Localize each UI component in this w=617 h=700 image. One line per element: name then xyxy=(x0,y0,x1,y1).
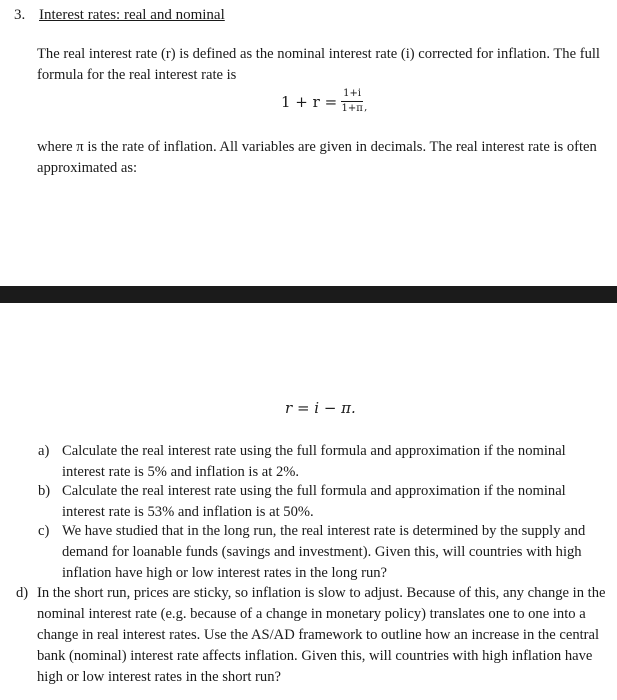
question-marker: c) xyxy=(38,523,50,539)
formula-numerator: 1+i xyxy=(341,88,363,102)
approx-formula: r = i − π. xyxy=(285,399,356,417)
section-number: 3. xyxy=(14,7,26,23)
question-marker: b) xyxy=(38,483,51,499)
redaction-bar xyxy=(0,286,617,303)
section-title: Interest rates: real and nominal xyxy=(39,7,225,23)
formula-trailing: , xyxy=(364,102,368,113)
formula-denominator: 1+π xyxy=(341,103,363,114)
formula-fraction xyxy=(337,88,367,115)
formula-lhs: 1 + r = xyxy=(281,92,338,111)
question-text: We have studied that in the long run, the real interest rate is determined by the supply and demand for loanable funds (savings and investment). Given this, will countries with high inflation have high or low interest rates in the long run? xyxy=(62,523,586,581)
full-formula xyxy=(281,88,367,115)
question-text: In the short run, prices are sticky, so inflation is slow to adjust. Because of this, any change in the nominal interest rate (e.g. because of a change in monetary policy) translates one to one into a change in real interest rates. Use the AS/AD framework to outline how an increase in the central bank (nominal) interest rate affects inflation. Given this, will countries with high inflation have high or low interest rates in the short run? xyxy=(37,585,606,685)
question-marker: d) xyxy=(16,585,29,601)
question-marker: a) xyxy=(38,443,50,459)
question-text: Calculate the real interest rate using the full formula and approximation if the nominal interest rate is 5% and inflation is at 2%. xyxy=(62,443,566,480)
section-heading xyxy=(14,5,225,25)
intro-paragraph: The real interest rate (r) is defined as the nominal interest rate (i) corrected for inflation. The full formula for the real interest rate is xyxy=(37,46,600,83)
question-text: Calculate the real interest rate using the full formula and approximation if the nominal interest rate is 53% and inflation is at 50%. xyxy=(62,483,566,520)
approximation-paragraph: where π is the rate of inflation. All variables are given in decimals. The real interest rate is often approximated as: xyxy=(37,139,597,176)
